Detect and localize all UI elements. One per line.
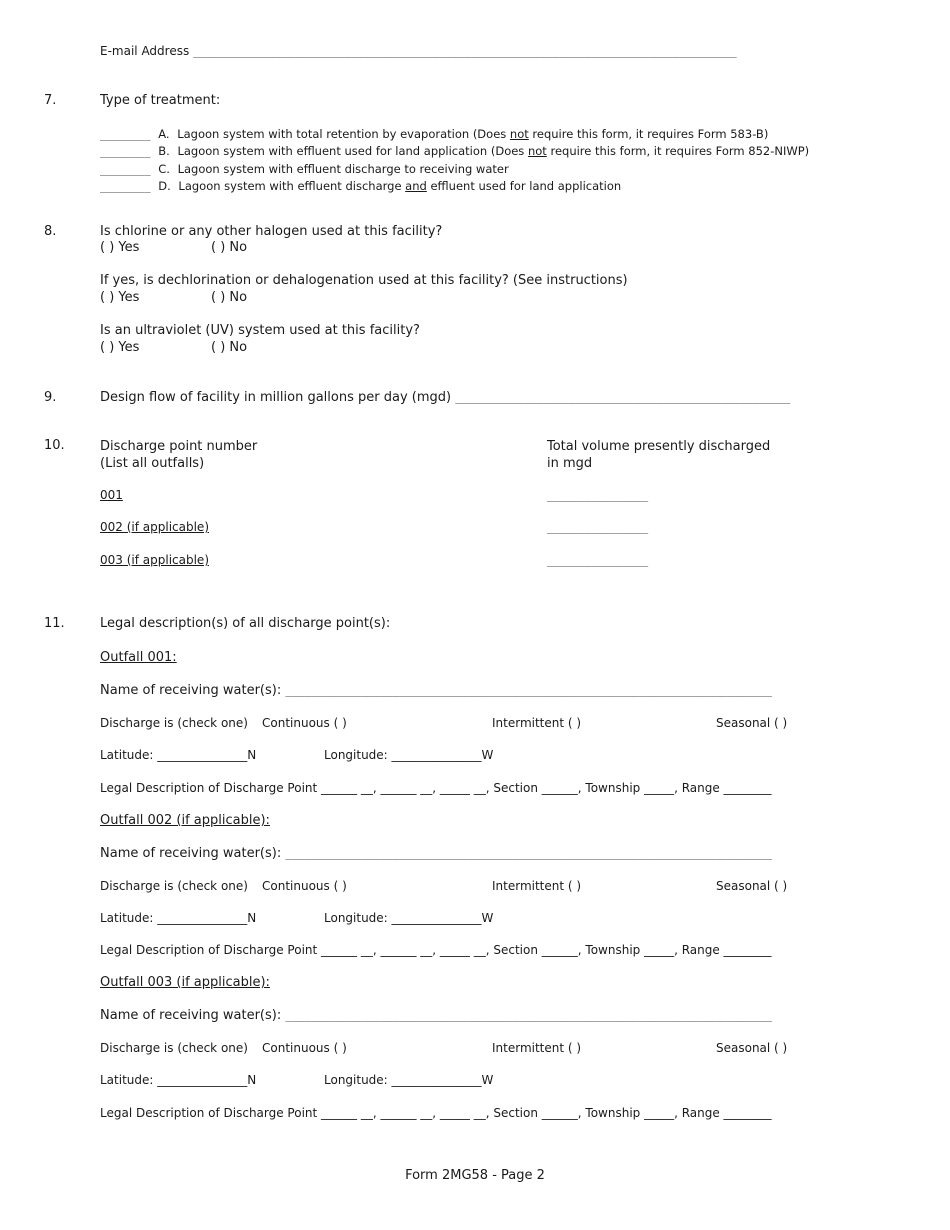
outfall-heading: Outfall 002 (if applicable):	[100, 813, 270, 828]
receiving-water-row	[100, 1008, 772, 1023]
email-label: E-mail Address	[100, 44, 190, 58]
q7-option-blank[interactable]: ________	[100, 163, 151, 176]
receiving-water-field[interactable]: _____________________________________________________________________________	[285, 685, 773, 697]
q10-col2-header	[547, 438, 770, 472]
legal-description-line[interactable]: Legal Description of Discharge Point ______ __, ______ __, _____ __, Section ______, Township _____, Range ________	[100, 1106, 772, 1120]
q7-option-d	[100, 178, 809, 195]
q7-option-emphasis: not	[509, 127, 529, 141]
q7-option-blank[interactable]: ________	[100, 146, 151, 159]
discharge-label: Discharge is (check one)	[100, 716, 248, 730]
q7-option-blank[interactable]: ________	[100, 180, 151, 193]
q8-yes-3[interactable]: ( ) Yes	[100, 340, 140, 355]
q7-number: 7.	[44, 93, 57, 108]
receiving-water-label: Name of receiving water(s):	[100, 1008, 282, 1023]
q9-row	[100, 390, 790, 405]
discharge-label: Discharge is (check one)	[100, 879, 248, 893]
legal-description-line[interactable]: Legal Description of Discharge Point ______ __, ______ __, _____ __, Section ______, Township _____, Range ________	[100, 781, 772, 795]
q7-option-emphasis: not	[527, 144, 547, 159]
page-footer: Form 2MG58 - Page 2	[405, 1168, 545, 1183]
q7-option-text-end: require this form, it requires Form 852-NIWP)	[546, 144, 810, 159]
seasonal-checkbox[interactable]: Seasonal ( )	[716, 879, 788, 893]
q7-option-text-end: effluent used for land application	[426, 178, 622, 193]
q10-col2-line2: in mgd	[547, 456, 593, 471]
seasonal-checkbox[interactable]: Seasonal ( )	[716, 1041, 788, 1055]
latitude-field[interactable]: Latitude: _______________N	[100, 1073, 257, 1087]
receiving-water-row	[100, 683, 772, 698]
q7-option-blank[interactable]: ________	[100, 129, 151, 141]
q7-option-b	[100, 143, 809, 160]
q11-title: Legal description(s) of all discharge point(s):	[100, 616, 391, 631]
q8-yes-2[interactable]: ( ) Yes	[100, 290, 140, 305]
receiving-water-field[interactable]: _____________________________________________________________________________	[285, 1010, 773, 1022]
q10-volume-field[interactable]: ________________	[547, 490, 649, 502]
q7-options	[100, 126, 809, 195]
outfall-heading: Outfall 003 (if applicable):	[100, 975, 270, 990]
q10-col1-header	[100, 438, 257, 472]
receiving-water-row	[100, 846, 772, 861]
q7-option-text: Lagoon system with effluent used for land application (Does	[177, 144, 528, 159]
q11-number: 11.	[44, 616, 65, 631]
q10-volume-field[interactable]: ________________	[547, 522, 649, 534]
receiving-water-label: Name of receiving water(s):	[100, 683, 282, 698]
q10-volume-field[interactable]: ________________	[547, 555, 649, 567]
receiving-water-label: Name of receiving water(s):	[100, 846, 282, 861]
intermittent-checkbox[interactable]: Intermittent ( )	[492, 1041, 582, 1055]
legal-description-line[interactable]: Legal Description of Discharge Point ______ __, ______ __, _____ __, Section ______, Township _____, Range ________	[100, 943, 772, 957]
q9-text: Design flow of facility in million gallons per day (mgd)	[100, 390, 452, 405]
q10-row-label: 002 (if applicable)	[100, 520, 209, 534]
email-row	[100, 44, 737, 58]
seasonal-checkbox[interactable]: Seasonal ( )	[716, 716, 788, 730]
q8-question-1: Is chlorine or any other halogen used at this facility?	[100, 224, 443, 239]
q7-option-letter: D.	[158, 178, 171, 193]
q7-option-text: Lagoon system with total retention by evaporation (Does	[177, 127, 510, 141]
continuous-checkbox[interactable]: Continuous ( )	[262, 879, 347, 893]
q8-no-1[interactable]: ( ) No	[211, 240, 248, 255]
q7-option-text: Lagoon system with effluent discharge to receiving water	[177, 161, 509, 176]
outfall-heading: Outfall 001:	[100, 650, 177, 665]
latitude-field[interactable]: Latitude: _______________N	[100, 911, 257, 925]
intermittent-checkbox[interactable]: Intermittent ( )	[492, 716, 582, 730]
q7-option-letter: A.	[158, 127, 170, 141]
discharge-label: Discharge is (check one)	[100, 1041, 248, 1055]
q10-row-label: 001	[100, 488, 123, 502]
continuous-checkbox[interactable]: Continuous ( )	[262, 716, 347, 730]
q8-no-2[interactable]: ( ) No	[211, 290, 248, 305]
q7-option-emphasis: and	[405, 178, 427, 193]
q8-question-2: If yes, is dechlorination or dehalogenation used at this facility? (See instructions)	[100, 273, 628, 288]
q8-no-3[interactable]: ( ) No	[211, 340, 248, 355]
intermittent-checkbox[interactable]: Intermittent ( )	[492, 879, 582, 893]
q7-option-text: Lagoon system with effluent discharge	[178, 178, 406, 193]
q8-yes-1[interactable]: ( ) Yes	[100, 240, 140, 255]
q10-col1-line1: Discharge point number	[100, 439, 258, 454]
q7-title: Type of treatment:	[100, 93, 221, 108]
q10-number: 10.	[44, 438, 65, 453]
longitude-field[interactable]: Longitude: _______________W	[324, 911, 494, 925]
q8-question-3: Is an ultraviolet (UV) system used at this facility?	[100, 323, 420, 338]
email-field[interactable]: ______________________________________________________________________________________	[193, 46, 737, 58]
q9-number: 9.	[44, 390, 57, 405]
receiving-water-field[interactable]: _____________________________________________________________________________	[285, 848, 773, 860]
continuous-checkbox[interactable]: Continuous ( )	[262, 1041, 347, 1055]
q10-col2-line1: Total volume presently discharged	[547, 439, 771, 454]
design-flow-field[interactable]: _____________________________________________________	[455, 392, 791, 404]
q8-number: 8.	[44, 224, 57, 239]
q7-option-letter: B.	[158, 144, 170, 159]
longitude-field[interactable]: Longitude: _______________W	[324, 1073, 494, 1087]
q7-option-a	[100, 126, 809, 143]
q10-col1-line2: (List all outfalls)	[100, 456, 205, 471]
q7-option-c	[100, 161, 809, 178]
longitude-field[interactable]: Longitude: _______________W	[324, 748, 494, 762]
q10-row-label: 003 (if applicable)	[100, 553, 209, 567]
latitude-field[interactable]: Latitude: _______________N	[100, 748, 257, 762]
q7-option-letter: C.	[158, 161, 170, 176]
q7-option-text-end: require this form, it requires Form 583-B)	[528, 127, 769, 141]
